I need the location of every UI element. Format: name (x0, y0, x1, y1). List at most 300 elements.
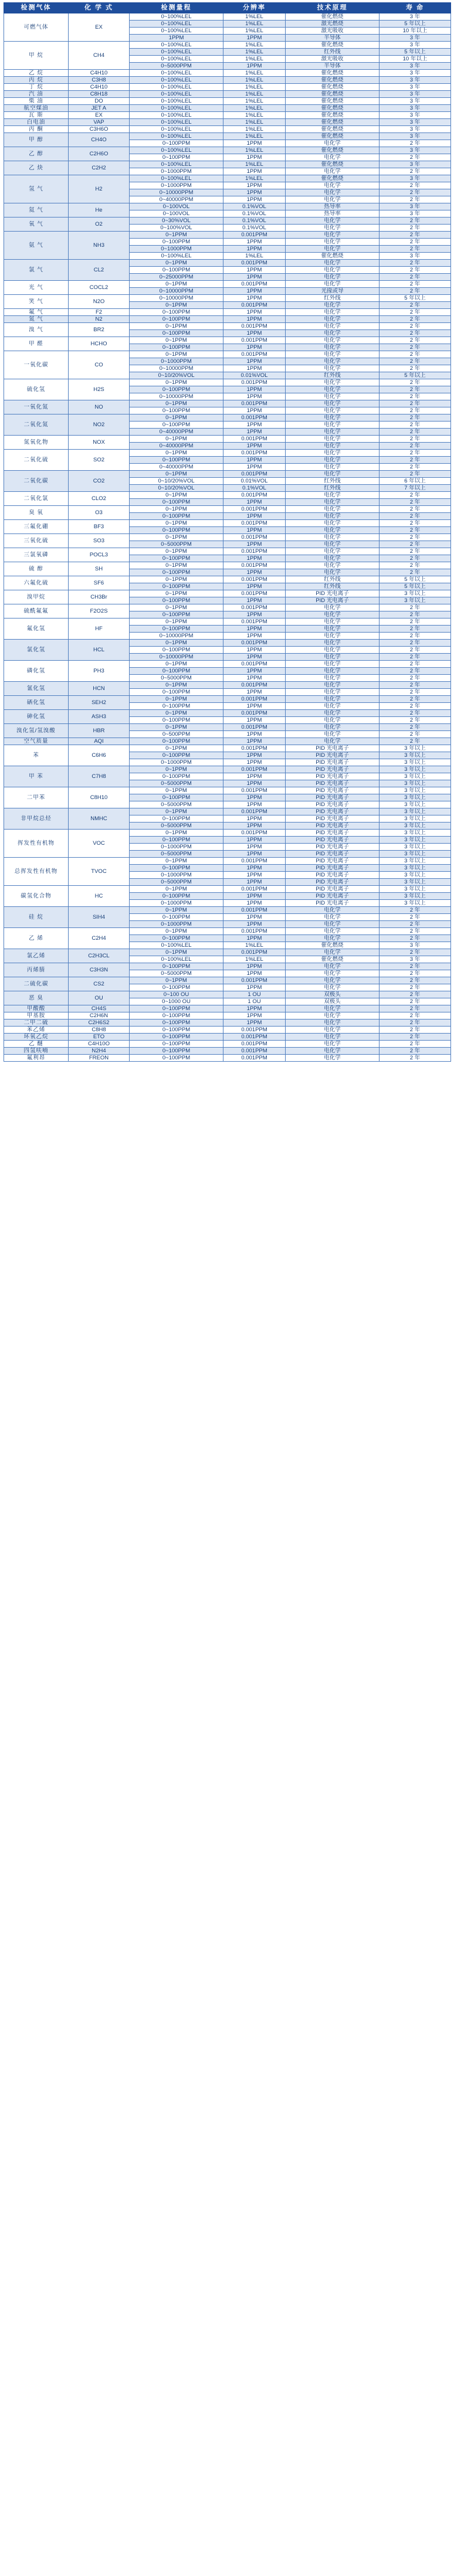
cell-formula: C8H18 (69, 91, 130, 98)
cell-life: 3 年 (380, 210, 451, 218)
cell-life: 2 年 (380, 541, 451, 548)
cell-gas-name: 甲 烷 (4, 42, 69, 70)
cell-range: 0~100PPM (130, 1012, 223, 1019)
cell-life: 2 年 (380, 949, 451, 956)
cell-life: 2 年 (380, 534, 451, 541)
cell-life: 2 年 (380, 309, 451, 316)
cell-life: 7 年以上 (380, 485, 451, 492)
cell-gas-name: 二氧化氮 (4, 414, 69, 436)
cell-range: 0~100PPM (130, 626, 223, 633)
cell-formula: SEH2 (69, 696, 130, 710)
cell-formula: CH4S (69, 1005, 130, 1012)
cell-life: 2 年 (380, 246, 451, 253)
cell-resolution: 1%LEL (223, 70, 286, 77)
cell-technology: 电化学 (286, 548, 380, 555)
table-row (4, 590, 451, 597)
cell-formula: CLO2 (69, 492, 130, 506)
cell-gas-name: 柴 油 (4, 98, 69, 105)
cell-range: 0~10000PPM (130, 288, 223, 295)
cell-gas-name: 光 气 (4, 281, 69, 295)
cell-range: 0~100PPM (130, 513, 223, 520)
cell-resolution: 1%LEL (223, 56, 286, 63)
cell-resolution: 1PPM (223, 984, 286, 991)
cell-resolution: 1PPM (223, 569, 286, 576)
cell-formula: BF3 (69, 520, 130, 534)
cell-range: 0~100%LEL (130, 91, 223, 98)
table-row (4, 745, 451, 752)
cell-resolution: 1PPM (223, 154, 286, 161)
cell-technology: 电化学 (286, 154, 380, 161)
gas-spec-table (4, 2, 451, 1062)
cell-life: 3 年 (380, 105, 451, 112)
cell-formula: C4H10O (69, 1041, 130, 1048)
table-row (4, 84, 451, 91)
cell-life: 2 年 (380, 436, 451, 443)
cell-technology: 催化燃烧 (286, 942, 380, 949)
cell-range: 0~100PPM (130, 555, 223, 562)
cell-range: 0~100PPM (130, 984, 223, 991)
cell-range: 0~1PPM (130, 471, 223, 478)
cell-resolution: 1PPM (223, 647, 286, 654)
cell-resolution: 1PPM (223, 63, 286, 70)
cell-resolution: 0.001PPM (223, 414, 286, 422)
cell-range: 0~100PPM (130, 316, 223, 323)
cell-life: 2 年 (380, 492, 451, 499)
cell-range: 0~100PPM (130, 386, 223, 393)
cell-life: 2 年 (380, 1034, 451, 1041)
cell-life: 2 年 (380, 675, 451, 682)
cell-gas-name: 二甲二硫 (4, 1019, 69, 1027)
cell-technology: PID 光电离子 (286, 844, 380, 851)
cell-formula: C4H10 (69, 70, 130, 77)
cell-resolution: 1PPM (223, 443, 286, 450)
cell-life: 3 年 (380, 161, 451, 168)
cell-technology: PID 光电离子 (286, 865, 380, 872)
cell-resolution: 1PPM (223, 773, 286, 780)
cell-gas-name: 溴化氢/氢溴酸 (4, 724, 69, 738)
cell-gas-name: 硫酰氟氟 (4, 604, 69, 618)
cell-formula: OU (69, 991, 130, 1005)
cell-life: 3 年以上 (380, 879, 451, 886)
cell-range: 0~100PPM (130, 154, 223, 161)
cell-formula: O3 (69, 506, 130, 520)
cell-resolution: 0.001PPM (223, 1034, 286, 1041)
cell-range: 0~10000PPM (130, 189, 223, 196)
cell-resolution: 1%LEL (223, 28, 286, 35)
cell-range: 0~100%LEL (130, 56, 223, 63)
cell-life: 2 年 (380, 703, 451, 710)
cell-formula: CO (69, 351, 130, 379)
cell-resolution: 0.001PPM (223, 232, 286, 239)
cell-life: 3 年以上 (380, 837, 451, 844)
cell-technology: 激光燃烧 (286, 21, 380, 28)
cell-technology: 电化学 (286, 1027, 380, 1034)
cell-life: 3 年以上 (380, 815, 451, 823)
cell-resolution: 1PPM (223, 752, 286, 759)
cell-resolution: 0.001PPM (223, 281, 286, 288)
cell-range: 0~100%LEL (130, 105, 223, 112)
cell-resolution: 0.001PPM (223, 1041, 286, 1048)
table-row (4, 471, 451, 478)
cell-range: 0~1000PPM (130, 759, 223, 766)
cell-formula: EX (69, 13, 130, 42)
cell-technology: 催化燃烧 (286, 13, 380, 21)
cell-life: 2 年 (380, 351, 451, 358)
cell-life: 2 年 (380, 1055, 451, 1062)
cell-life: 2 年 (380, 696, 451, 703)
cell-resolution: 1PPM (223, 865, 286, 872)
cell-formula: O2 (69, 218, 130, 232)
cell-technology: 红外线 (286, 295, 380, 302)
cell-technology: 电化学 (286, 499, 380, 506)
cell-range: 0~1PPM (130, 520, 223, 527)
cell-life: 3 年 (380, 70, 451, 77)
cell-range: 0~100%LEL (130, 70, 223, 77)
cell-range: 0~100%LEL (130, 84, 223, 91)
cell-range: 0~100%LEL (130, 28, 223, 35)
cell-resolution: 1PPM (223, 288, 286, 295)
cell-life: 3 年以上 (380, 844, 451, 851)
cell-life: 3 年以上 (380, 597, 451, 604)
table-row (4, 787, 451, 794)
cell-resolution: 1PPM (223, 851, 286, 858)
cell-formula: HC (69, 886, 130, 907)
cell-technology: 电化学 (286, 400, 380, 407)
cell-resolution: 1PPM (223, 239, 286, 246)
cell-gas-name: 乙 炔 (4, 161, 69, 175)
cell-life: 3 年以上 (380, 773, 451, 780)
cell-technology: 电化学 (286, 365, 380, 372)
cell-technology: 电化学 (286, 443, 380, 450)
cell-gas-name: 总挥发性有机物 (4, 858, 69, 886)
cell-life: 2 年 (380, 140, 451, 147)
cell-life: 2 年 (380, 1048, 451, 1055)
cell-resolution: 0.001PPM (223, 492, 286, 499)
cell-range: 0~1PPM (130, 351, 223, 358)
cell-range: 0~1000PPM (130, 182, 223, 189)
cell-life: 3 年 (380, 42, 451, 49)
cell-resolution: 1%LEL (223, 105, 286, 112)
cell-range: 0~100%LEL (130, 112, 223, 119)
cell-life: 3 年 (380, 253, 451, 260)
cell-resolution: 1%LEL (223, 42, 286, 49)
cell-technology: 电化学 (286, 232, 380, 239)
cell-life: 2 年 (380, 928, 451, 935)
cell-life: 2 年 (380, 738, 451, 745)
cell-range: 0~1PPM (130, 977, 223, 984)
cell-formula: CH3Br (69, 590, 130, 604)
cell-technology: PID 光电离子 (286, 801, 380, 808)
cell-technology: 热导率 (286, 203, 380, 210)
cell-technology: 电化学 (286, 611, 380, 618)
cell-range: 0~100PPM (130, 893, 223, 900)
cell-life: 2 年 (380, 365, 451, 372)
cell-gas-name: 硫 醇 (4, 562, 69, 576)
cell-formula: C2H6S2 (69, 1019, 130, 1027)
table-row (4, 42, 451, 49)
cell-technology: PID 光电离子 (286, 794, 380, 801)
cell-range: 0~100%LEL (130, 942, 223, 949)
cell-range: 0~1PPM (130, 808, 223, 815)
cell-gas-name: 三氯氧磷 (4, 548, 69, 562)
cell-life: 2 年 (380, 562, 451, 569)
table-head (4, 3, 451, 13)
cell-range: 0~1PPM (130, 830, 223, 837)
cell-technology: PID 光电离子 (286, 823, 380, 830)
cell-range: 0~100PPM (130, 422, 223, 429)
cell-gas-name: 甲 醛 (4, 337, 69, 351)
cell-formula: VAP (69, 119, 130, 126)
cell-range: 0~1PPM (130, 302, 223, 309)
cell-formula: HCL (69, 640, 130, 661)
table-row (4, 830, 451, 837)
table-row (4, 808, 451, 815)
cell-technology: 红外线 (286, 485, 380, 492)
cell-life: 3 年以上 (380, 823, 451, 830)
table-row (4, 147, 451, 154)
cell-life: 3 年 (380, 203, 451, 210)
col-header-range: 检测量程 (130, 3, 223, 13)
cell-resolution: 1PPM (223, 393, 286, 400)
cell-technology: PID 光电离子 (286, 858, 380, 865)
cell-resolution: 0.001PPM (223, 400, 286, 407)
cell-range: 0~10/20%VOL (130, 372, 223, 379)
cell-resolution: 1PPM (223, 633, 286, 640)
cell-technology: PID 光电离子 (286, 893, 380, 900)
table-row (4, 126, 451, 133)
cell-range: 0~100PPM (130, 1019, 223, 1027)
cell-technology: 催化燃烧 (286, 70, 380, 77)
cell-resolution: 0.001PPM (223, 696, 286, 703)
cell-resolution: 0.001PPM (223, 787, 286, 794)
table-row (4, 506, 451, 513)
cell-technology: PID 光电离子 (286, 851, 380, 858)
table-row (4, 1012, 451, 1019)
cell-technology: 电化学 (286, 527, 380, 534)
cell-life: 5 年以上 (380, 372, 451, 379)
header-row (4, 3, 451, 13)
cell-range: 0~1PPM (130, 400, 223, 407)
cell-formula: H2S (69, 379, 130, 400)
cell-range: 0~1PPM (130, 640, 223, 647)
cell-technology: 电化学 (286, 225, 380, 232)
cell-formula: C2H6N (69, 1012, 130, 1019)
cell-technology: 电化学 (286, 274, 380, 281)
cell-range: 0~1PPM (130, 323, 223, 330)
cell-technology: PID 光电离子 (286, 752, 380, 759)
cell-range: 0~1PPM (130, 604, 223, 611)
cell-technology: PID 光电离子 (286, 815, 380, 823)
cell-resolution: 0.001PPM (223, 682, 286, 689)
cell-technology: 电化学 (286, 393, 380, 400)
cell-formula: BR2 (69, 323, 130, 337)
cell-technology: 双极头 (286, 998, 380, 1005)
table-row (4, 1041, 451, 1048)
cell-technology: 电化学 (286, 618, 380, 626)
cell-technology: 热导率 (286, 210, 380, 218)
cell-formula: PH3 (69, 661, 130, 682)
cell-technology: PID 光电离子 (286, 808, 380, 815)
cell-resolution: 0.01%VOL (223, 372, 286, 379)
cell-resolution: 0.001PPM (223, 618, 286, 626)
table-row (4, 337, 451, 344)
cell-gas-name: 六氟化硫 (4, 576, 69, 590)
cell-resolution: 0.001PPM (223, 506, 286, 513)
cell-resolution: 0.001PPM (223, 562, 286, 569)
cell-resolution: 1PPM (223, 182, 286, 189)
cell-resolution: 1PPM (223, 731, 286, 738)
cell-resolution: 1PPM (223, 844, 286, 851)
cell-gas-name: 丙烯腈 (4, 963, 69, 977)
cell-resolution: 0.001PPM (223, 548, 286, 555)
cell-technology: 电化学 (286, 1055, 380, 1062)
cell-gas-name: 二硫化碳 (4, 977, 69, 991)
cell-resolution: 1%LEL (223, 112, 286, 119)
cell-technology: 电化学 (286, 414, 380, 422)
cell-technology: 催化燃烧 (286, 112, 380, 119)
cell-technology: 催化燃烧 (286, 119, 380, 126)
cell-life: 3 年以上 (380, 794, 451, 801)
cell-life: 6 年以上 (380, 478, 451, 485)
cell-life: 2 年 (380, 731, 451, 738)
cell-range: 0~10000PPM (130, 295, 223, 302)
cell-resolution: 1PPM (223, 689, 286, 696)
cell-range: 0~10/20%VOL (130, 478, 223, 485)
cell-range: 0~1PPM (130, 766, 223, 773)
cell-range: 0~1PPM (130, 379, 223, 386)
cell-life: 2 年 (380, 682, 451, 689)
cell-formula: POCL3 (69, 548, 130, 562)
cell-technology: 催化燃烧 (286, 91, 380, 98)
cell-gas-name: 氮 气 (4, 316, 69, 323)
cell-resolution: 0.001PPM (223, 1048, 286, 1055)
cell-resolution: 1PPM (223, 274, 286, 281)
cell-range: 0~1PPM (130, 928, 223, 935)
cell-gas-name: 环氧乙烷 (4, 1034, 69, 1041)
cell-formula: C3H8 (69, 77, 130, 84)
cell-resolution: 0.001PPM (223, 977, 286, 984)
cell-life: 2 年 (380, 400, 451, 407)
cell-technology: 电化学 (286, 429, 380, 436)
cell-resolution: 1%LEL (223, 133, 286, 140)
cell-technology: 催化燃烧 (286, 133, 380, 140)
cell-gas-name: 丁 烷 (4, 84, 69, 91)
cell-technology: 电化学 (286, 562, 380, 569)
cell-life: 2 年 (380, 464, 451, 471)
cell-formula: SO2 (69, 450, 130, 471)
cell-range: 0~100PPM (130, 738, 223, 745)
table-row (4, 161, 451, 168)
cell-gas-name: 硫化氢 (4, 379, 69, 400)
cell-range: 0~100PPM (130, 914, 223, 921)
cell-life: 3 年以上 (380, 752, 451, 759)
cell-formula: C4H10 (69, 84, 130, 91)
cell-life: 2 年 (380, 633, 451, 640)
cell-gas-name: 氧 气 (4, 218, 69, 232)
cell-life: 2 年 (380, 907, 451, 914)
cell-resolution: 1PPM (223, 513, 286, 520)
cell-gas-name: 乙 烯 (4, 928, 69, 949)
cell-technology: 电化学 (286, 1012, 380, 1019)
cell-technology: 电化学 (286, 724, 380, 731)
cell-range: 0~1000PPM (130, 358, 223, 365)
cell-technology: PID 光电离子 (286, 879, 380, 886)
cell-life: 2 年 (380, 239, 451, 246)
cell-technology: 电化学 (286, 358, 380, 365)
cell-life: 2 年 (380, 977, 451, 984)
table-row (4, 604, 451, 611)
cell-range: 0~100PPM (130, 963, 223, 970)
cell-formula: C2H4 (69, 928, 130, 949)
cell-gas-name: 一氧化氮 (4, 400, 69, 414)
table-body (4, 13, 451, 1062)
cell-formula: C2H6O (69, 147, 130, 161)
cell-technology: 电化学 (286, 696, 380, 703)
cell-resolution: 0.001PPM (223, 260, 286, 267)
cell-resolution: 1PPM (223, 611, 286, 618)
cell-range: 0~5000PPM (130, 851, 223, 858)
cell-life: 2 年 (380, 232, 451, 239)
cell-formula: C7H8 (69, 766, 130, 787)
cell-life: 2 年 (380, 710, 451, 717)
cell-life: 3 年 (380, 175, 451, 182)
table-row (4, 323, 451, 330)
table-row (4, 1048, 451, 1055)
cell-range: 0~100PPM (130, 583, 223, 590)
cell-technology: 电化学 (286, 379, 380, 386)
cell-life: 2 年 (380, 429, 451, 436)
cell-resolution: 0.001PPM (223, 710, 286, 717)
cell-range: 0~5000PPM (130, 63, 223, 70)
cell-technology: 电化学 (286, 168, 380, 175)
cell-life: 2 年 (380, 274, 451, 281)
cell-life: 3 年 (380, 112, 451, 119)
cell-technology: 电化学 (286, 569, 380, 576)
cell-range: 0~10000PPM (130, 654, 223, 661)
cell-gas-name: 乙 醇 (4, 147, 69, 161)
cell-gas-name: 丙 烷 (4, 77, 69, 84)
cell-range: 0~1PPM (130, 281, 223, 288)
cell-resolution: 1PPM (223, 330, 286, 337)
cell-formula: SF6 (69, 576, 130, 590)
cell-range: 0~1000PPM (130, 872, 223, 879)
cell-resolution: 0.1%VOL (223, 485, 286, 492)
cell-range: 0~100PPM (130, 239, 223, 246)
table-row (4, 682, 451, 689)
cell-formula: CO2 (69, 471, 130, 492)
cell-life: 2 年 (380, 407, 451, 414)
cell-gas-name: 瓦 斯 (4, 112, 69, 119)
cell-resolution: 0.001PPM (223, 661, 286, 668)
cell-gas-name: 氨 气 (4, 232, 69, 260)
cell-resolution: 0.1%VOL (223, 203, 286, 210)
cell-range: 0~1PPM (130, 436, 223, 443)
cell-resolution: 1%LEL (223, 119, 286, 126)
cell-formula: HF (69, 618, 130, 640)
cell-technology: PID 光电离子 (286, 759, 380, 766)
cell-resolution: 1PPM (223, 344, 286, 351)
cell-range: 0~100PPM (130, 794, 223, 801)
cell-formula: HCHO (69, 337, 130, 351)
cell-life: 2 年 (380, 970, 451, 977)
cell-formula: EX (69, 112, 130, 119)
cell-range: 0~1PPM (130, 618, 223, 626)
cell-life: 2 年 (380, 611, 451, 618)
cell-technology: PID 光电离子 (286, 837, 380, 844)
cell-life: 3 年以上 (380, 886, 451, 893)
cell-formula: F2 (69, 309, 130, 316)
cell-resolution: 0.1%VOL (223, 218, 286, 225)
